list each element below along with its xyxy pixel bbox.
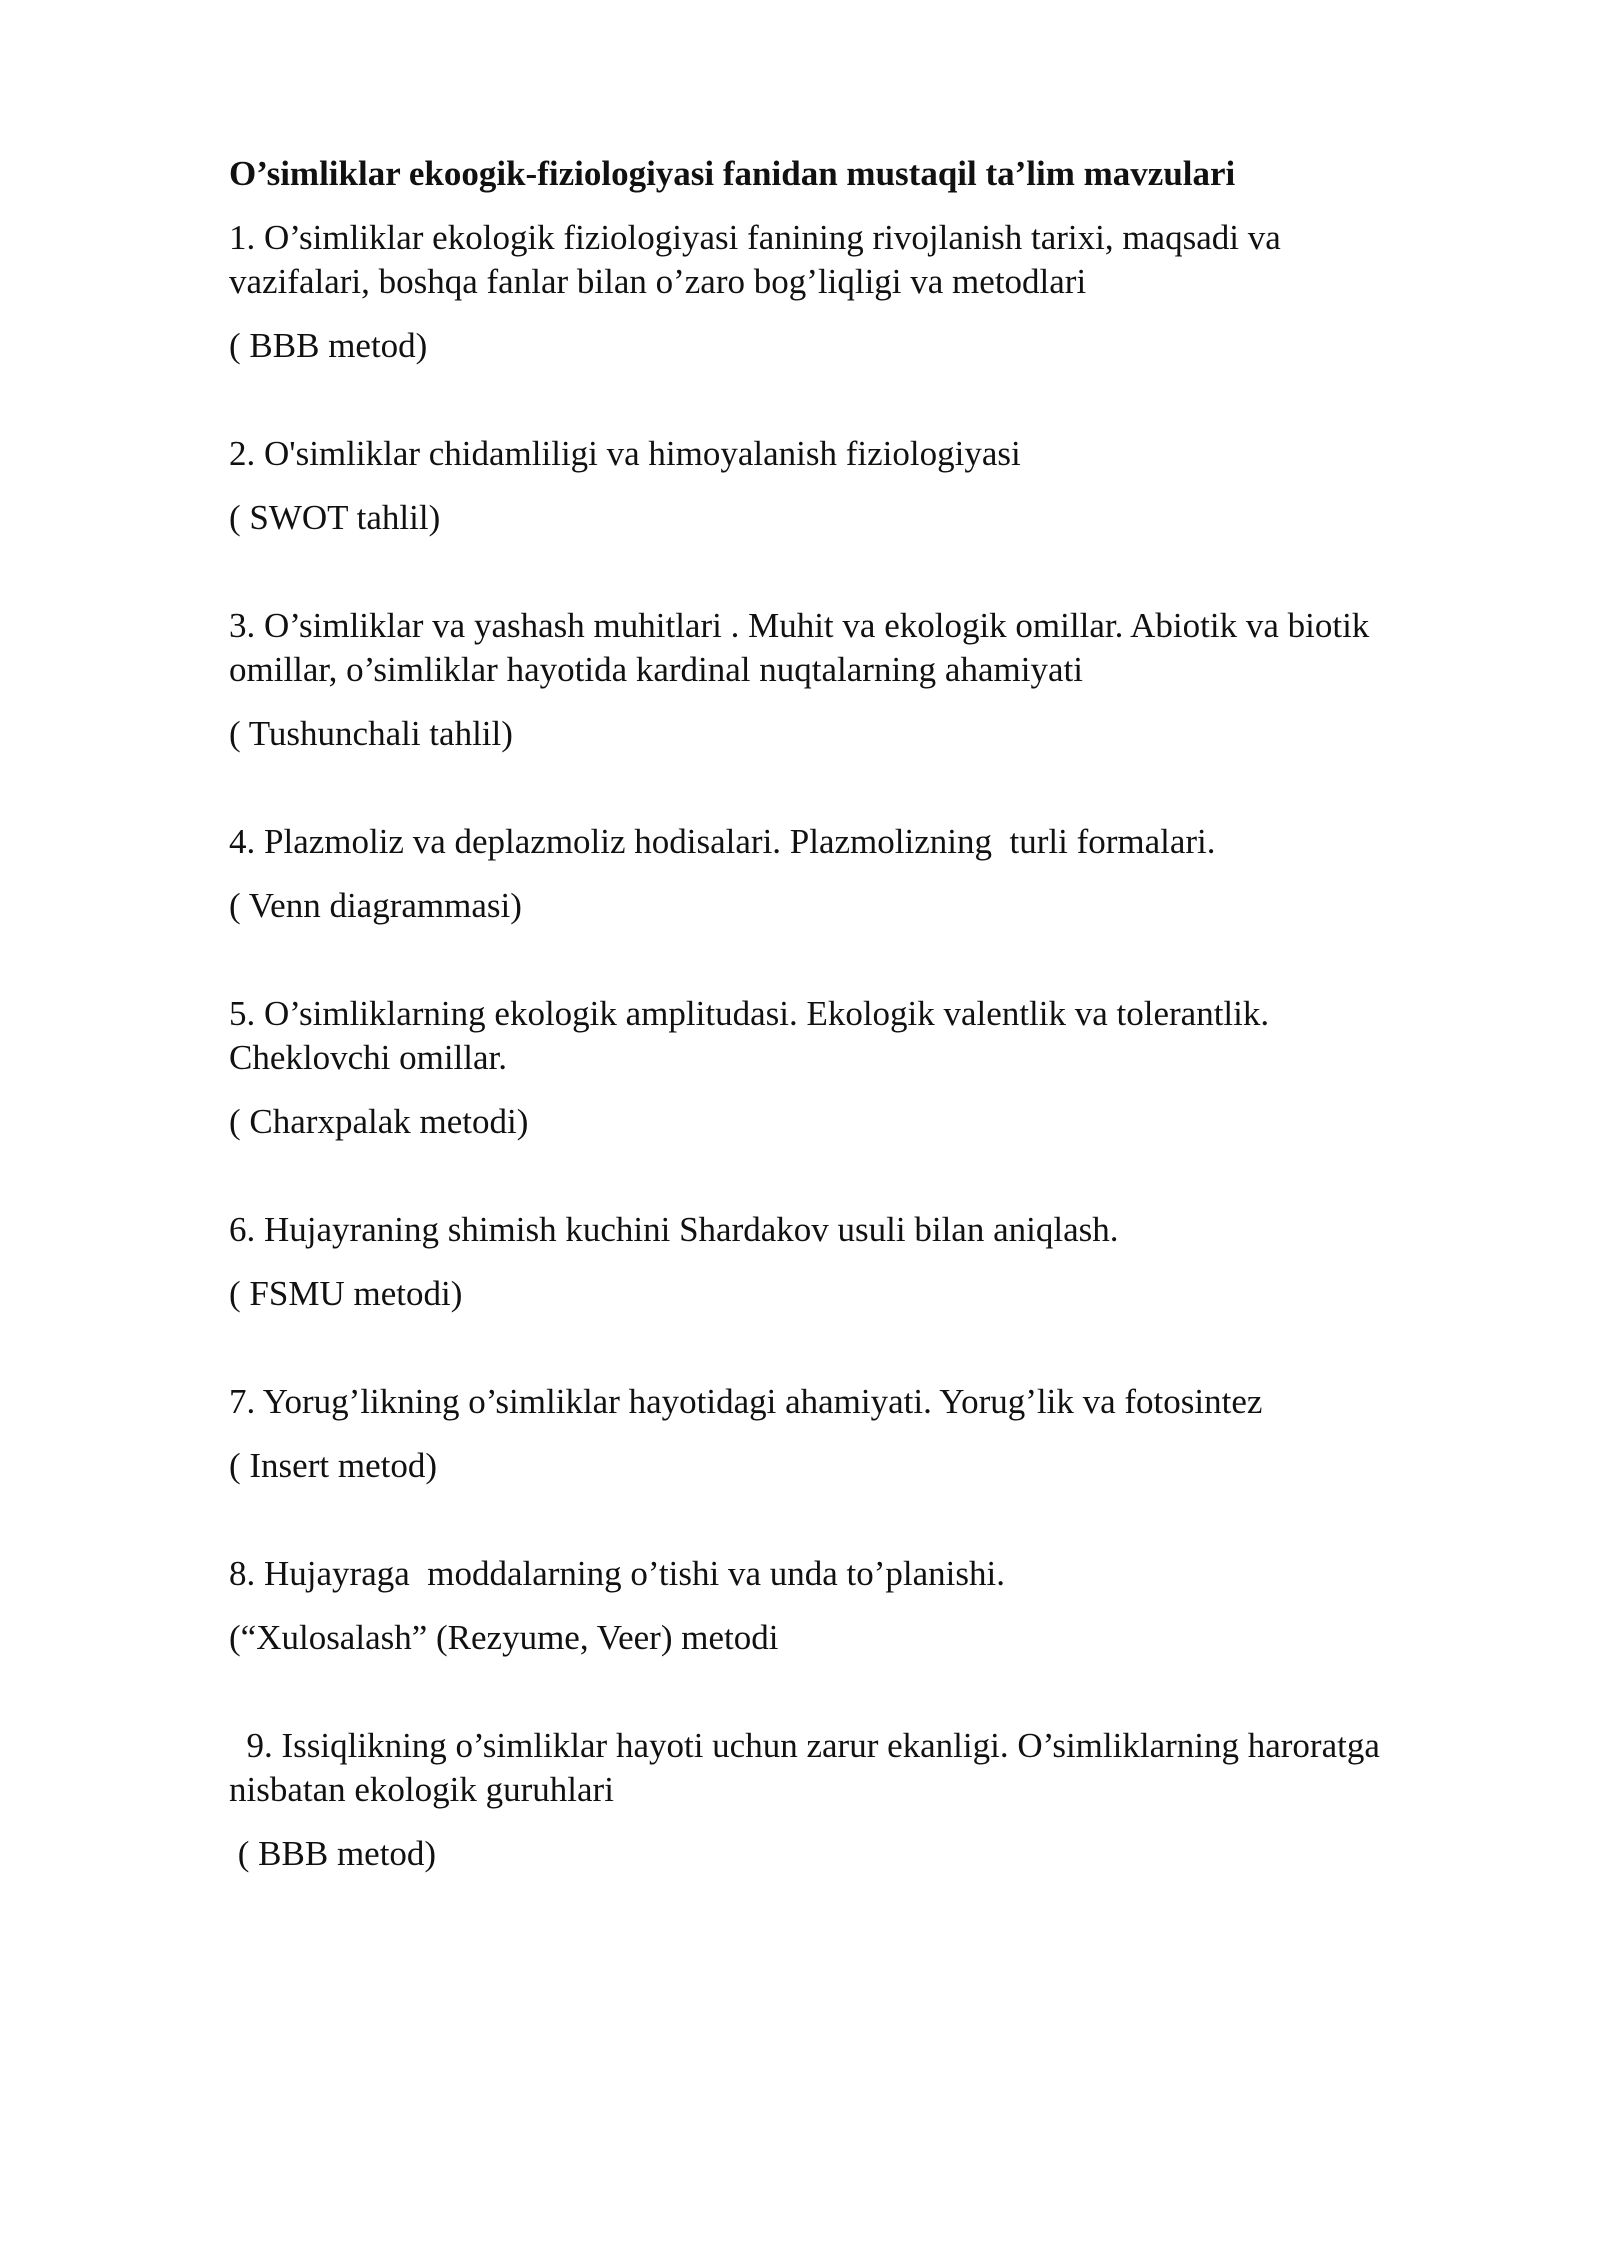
topic-text: 4. Plazmoliz va deplazmoliz hodisalari. Plazmolizning turli formalari.: [229, 822, 1216, 861]
topic-item-2: [229, 432, 1489, 540]
topic-item-4: [229, 820, 1489, 928]
topic-method: ( FSMU metodi): [229, 1274, 463, 1313]
topic-method: ( BBB metod): [229, 326, 428, 365]
topic-method: ( Venn diagrammasi): [229, 886, 522, 925]
topic-item-9: [229, 1724, 1489, 1876]
topic-text: 3. O’simliklar va yashash muhitlari . Muhit va ekologik omillar. Abiotik va biotik omillar, o’simliklar hayotida kardinal nuqtalarning ahamiyati: [229, 606, 1370, 689]
topic-item-7: [229, 1380, 1489, 1488]
topic-item-5: [229, 992, 1489, 1144]
topic-text: 5. O’simliklarning ekologik amplitudasi. Ekologik valentlik va tolerantlik. Cheklovchi omillar.: [229, 994, 1270, 1077]
topic-text: 7. Yorug’likning o’simliklar hayotidagi ahamiyati. Yorug’lik va fotosintez: [229, 1382, 1263, 1421]
topic-text: 2. O'simliklar chidamliligi va himoyalanish fiziologiyasi: [229, 434, 1021, 473]
topic-text: 1. O’simliklar ekologik fiziologiyasi fanining rivojlanish tarixi, maqsadi va vazifalari, boshqa fanlar bilan o’zaro bog’liqligi va metodlari: [229, 218, 1281, 301]
topic-method: ( Tushunchali tahlil): [229, 714, 513, 753]
topic-item-1: [229, 216, 1489, 368]
topic-method: (“Xulosalash” (Rezyume, Veer) metodi: [229, 1618, 779, 1657]
topic-text: 8. Hujayraga moddalarning o’tishi va unda to’planishi.: [229, 1554, 1005, 1593]
topic-method: ( BBB metod): [229, 1834, 437, 1873]
document-page: [229, 152, 1489, 1876]
topic-item-3: [229, 604, 1489, 756]
topic-method: ( Insert metod): [229, 1446, 437, 1485]
topic-item-6: [229, 1208, 1489, 1316]
document-title: O’simliklar ekoogik-fiziologiyasi fanidan mustaqil ta’lim mavzulari: [229, 154, 1236, 193]
topic-method: ( SWOT tahlil): [229, 498, 441, 537]
topic-text: 6. Hujayraning shimish kuchini Shardakov usuli bilan aniqlash.: [229, 1210, 1119, 1249]
topic-item-8: [229, 1552, 1489, 1660]
topic-text: 9. Issiqlikning o’simliklar hayoti uchun zarur ekanligi. O’simliklarning haroratga nisbatan ekologik guruhlari: [229, 1726, 1380, 1809]
topic-method: ( Charxpalak metodi): [229, 1102, 529, 1141]
